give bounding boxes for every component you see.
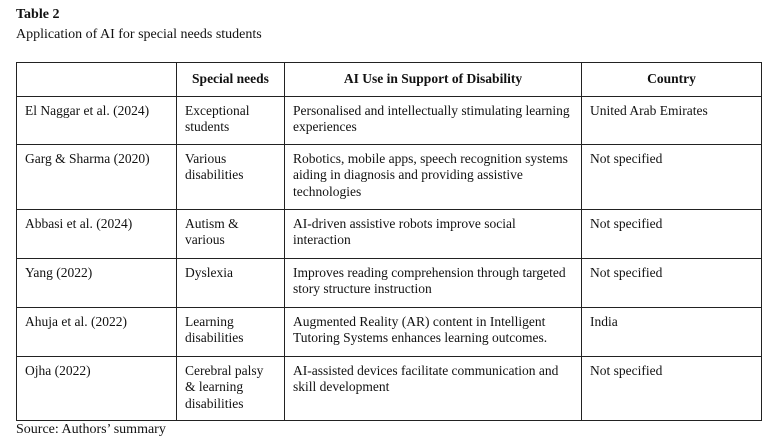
cell-special-needs: Exceptional students (177, 96, 285, 144)
table-caption: Application of AI for special needs students (16, 27, 262, 42)
table-row (17, 356, 762, 421)
cell-study: Yang (2022) (17, 258, 177, 307)
table-label: Table 2 (16, 7, 60, 22)
table-row (17, 258, 762, 307)
table-row (17, 209, 762, 258)
cell-special-needs: Autism & various (177, 209, 285, 258)
cell-country: Not specified (582, 258, 762, 307)
header-special-needs: Special needs (177, 63, 285, 97)
table-row (17, 144, 762, 209)
cell-country: India (582, 307, 762, 356)
cell-study: El Naggar et al. (2024) (17, 96, 177, 144)
cell-country: Not specified (582, 209, 762, 258)
source-note: Source: Authors’ summary (16, 422, 166, 437)
cell-country: United Arab Emirates (582, 96, 762, 144)
cell-special-needs: Learning disabilities (177, 307, 285, 356)
cell-ai-use: AI-assisted devices facilitate communication and skill development (285, 356, 582, 421)
ai-special-needs-table (16, 62, 762, 421)
cell-ai-use: Personalised and intellectually stimulating learning experiences (285, 96, 582, 144)
header-study (17, 63, 177, 97)
cell-special-needs: Various disabilities (177, 144, 285, 209)
cell-special-needs: Dyslexia (177, 258, 285, 307)
cell-country: Not specified (582, 144, 762, 209)
cell-special-needs: Cerebral palsy & learning disabilities (177, 356, 285, 421)
cell-ai-use: Augmented Reality (AR) content in Intelligent Tutoring Systems enhances learning outcomes. (285, 307, 582, 356)
header-ai-use: AI Use in Support of Disability (285, 63, 582, 97)
cell-study: Ojha (2022) (17, 356, 177, 421)
cell-study: Garg & Sharma (2020) (17, 144, 177, 209)
cell-ai-use: AI-driven assistive robots improve social interaction (285, 209, 582, 258)
table-row (17, 307, 762, 356)
cell-ai-use: Robotics, mobile apps, speech recognition systems aiding in diagnosis and providing assistive technologies (285, 144, 582, 209)
cell-study: Ahuja et al. (2022) (17, 307, 177, 356)
header-row (17, 63, 762, 97)
table-row (17, 96, 762, 144)
cell-country: Not specified (582, 356, 762, 421)
header-country: Country (582, 63, 762, 97)
cell-study: Abbasi et al. (2024) (17, 209, 177, 258)
cell-ai-use: Improves reading comprehension through targeted story structure instruction (285, 258, 582, 307)
